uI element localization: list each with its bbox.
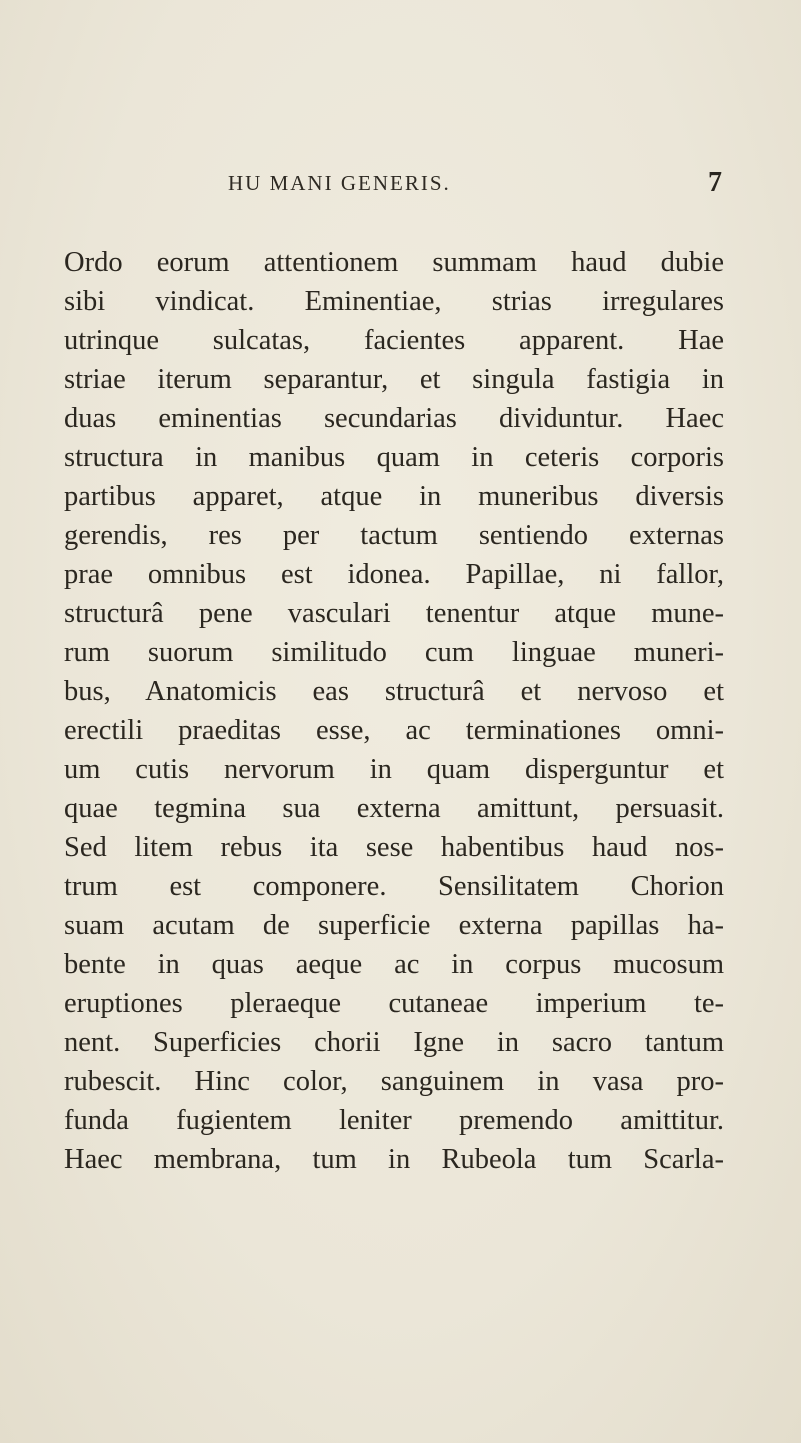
text-line: gerendis, res per tactum sentiendo externas [64,520,724,551]
text-line: Sed litem rebus ita sese habentibus haud nos- [64,832,724,863]
text-line: trum est componere. Sensilitatem Chorion [64,871,724,902]
text-line: suam acutam de superficie externa papillas ha- [64,910,724,941]
text-line: structura in manibus quam in ceteris corporis [64,442,724,473]
text-line: striae iterum separantur, et singula fastigia in [64,364,724,395]
text-line: partibus apparet, atque in muneribus diversis [64,481,724,512]
text-line: prae omnibus est idonea. Papillae, ni fallor, [64,559,724,590]
text-line: Ordo eorum attentionem summam haud dubie [64,247,724,278]
page-header [0,167,801,207]
text-line: structurâ pene vasculari tenentur atque mune- [64,598,724,629]
body-text [64,243,724,1179]
page-number: 7 [708,167,722,198]
text-line: bus, Anatomicis eas structurâ et nervoso et [64,676,724,707]
text-line: bente in quas aeque ac in corpus mucosum [64,949,724,980]
text-line: Haec membrana, tum in Rubeola tum Scarla- [64,1144,724,1175]
text-line: rubescit. Hinc color, sanguinem in vasa pro- [64,1066,724,1097]
text-line: duas eminentias secundarias dividuntur. Haec [64,403,724,434]
text-line: erectili praeditas esse, ac terminationes omni- [64,715,724,746]
text-line: utrinque sulcatas, facientes apparent. Hae [64,325,724,356]
text-line: um cutis nervorum in quam disperguntur et [64,754,724,785]
text-line: sibi vindicat. Eminentiae, strias irregulares [64,286,724,317]
running-title: HU MANI GENERIS. [228,171,451,195]
text-line: nent. Superficies chorii Igne in sacro tantum [64,1027,724,1058]
text-line: eruptiones pleraeque cutaneae imperium te- [64,988,724,1019]
text-line: rum suorum similitudo cum linguae muneri- [64,637,724,668]
text-line: quae tegmina sua externa amittunt, persuasit. [64,793,724,824]
text-line: funda fugientem leniter premendo amittitur. [64,1105,724,1136]
